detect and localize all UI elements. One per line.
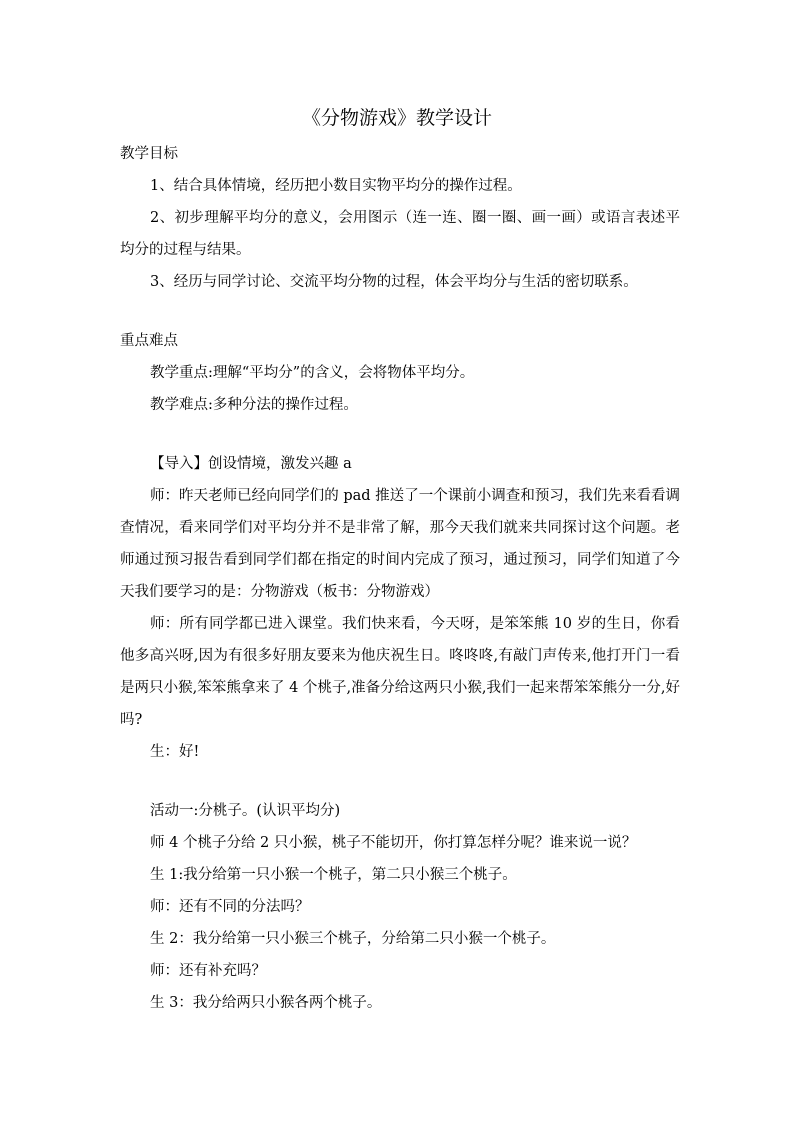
dialogue-question-2: 师：还有不同的分法吗？ <box>150 899 310 915</box>
dialogue-question-1: 师 4 个桃子分给 2 只小猴，桃子不能切开，你打算怎样分呢？谁来说一说？ <box>150 835 637 851</box>
goals-heading: 教学目标 <box>120 146 178 162</box>
key-point: 教学重点:理解“平均分”的含义，会将物体平均分。 <box>150 365 475 381</box>
intro-heading: 【导入】创设情境，激发兴趣 a <box>150 456 352 472</box>
difficulty-point: 教学难点:多种分法的操作过程。 <box>150 397 358 413</box>
intro-paragraph-2: 师：所有同学都已进入课堂。我们快来看，今天呀，是笨笨熊 10 岁的生日，你看他多高兴呀,因为有很多好朋友要来为他庆祝生日。咚咚咚,有敲门声传来,他打开门一看是两只小猴,笨笨熊拿来了 4 个桃子,准备分给这两只小猴,我们一起来帮笨笨熊分一分,好吗? <box>120 616 680 728</box>
dialogue-answer-1: 生 1:我分给第一只小猴一个桃子，第二只小猴三个桃子。 <box>150 867 517 883</box>
intro-paragraph-1: 师：昨天老师已经向同学们的 pad 推送了一个课前小调查和预习，我们先来看看调查情况，看来同学们对平均分并不是非常了解，那今天我们就来共同探讨这个问题。老师通过预习报告看到同学们都在指定的时间内完成了预习，通过预习，同学们知道了今天我们要学习的是：分物游戏（板书：分物游戏） <box>120 488 680 600</box>
dialogue-question-3: 师：还有补充吗？ <box>150 963 266 979</box>
page-title: 《分物游戏》教学设计 <box>301 107 492 129</box>
activity-heading: 活动一:分桃子。(认识平均分) <box>150 803 341 819</box>
goal-2: 2、初步理解平均分的意义，会用图示（连一连、圈一圈、画一画）或语言表述平均分的过程与结果。 <box>120 210 680 258</box>
key-heading: 重点难点 <box>120 333 178 349</box>
dialogue-answer-2: 生 2：我分给第一只小猴三个桃子，分给第二只小猴一个桃子。 <box>150 931 556 947</box>
dialogue-answer-3: 生 3：我分给两只小猴各两个桃子。 <box>150 995 382 1011</box>
intro-reply: 生：好! <box>150 744 200 760</box>
goal-3: 3、经历与同学讨论、交流平均分物的过程，体会平均分与生活的密切联系。 <box>150 274 638 290</box>
goal-1: 1、结合具体情境，经历把小数目实物平均分的操作过程。 <box>150 178 522 194</box>
